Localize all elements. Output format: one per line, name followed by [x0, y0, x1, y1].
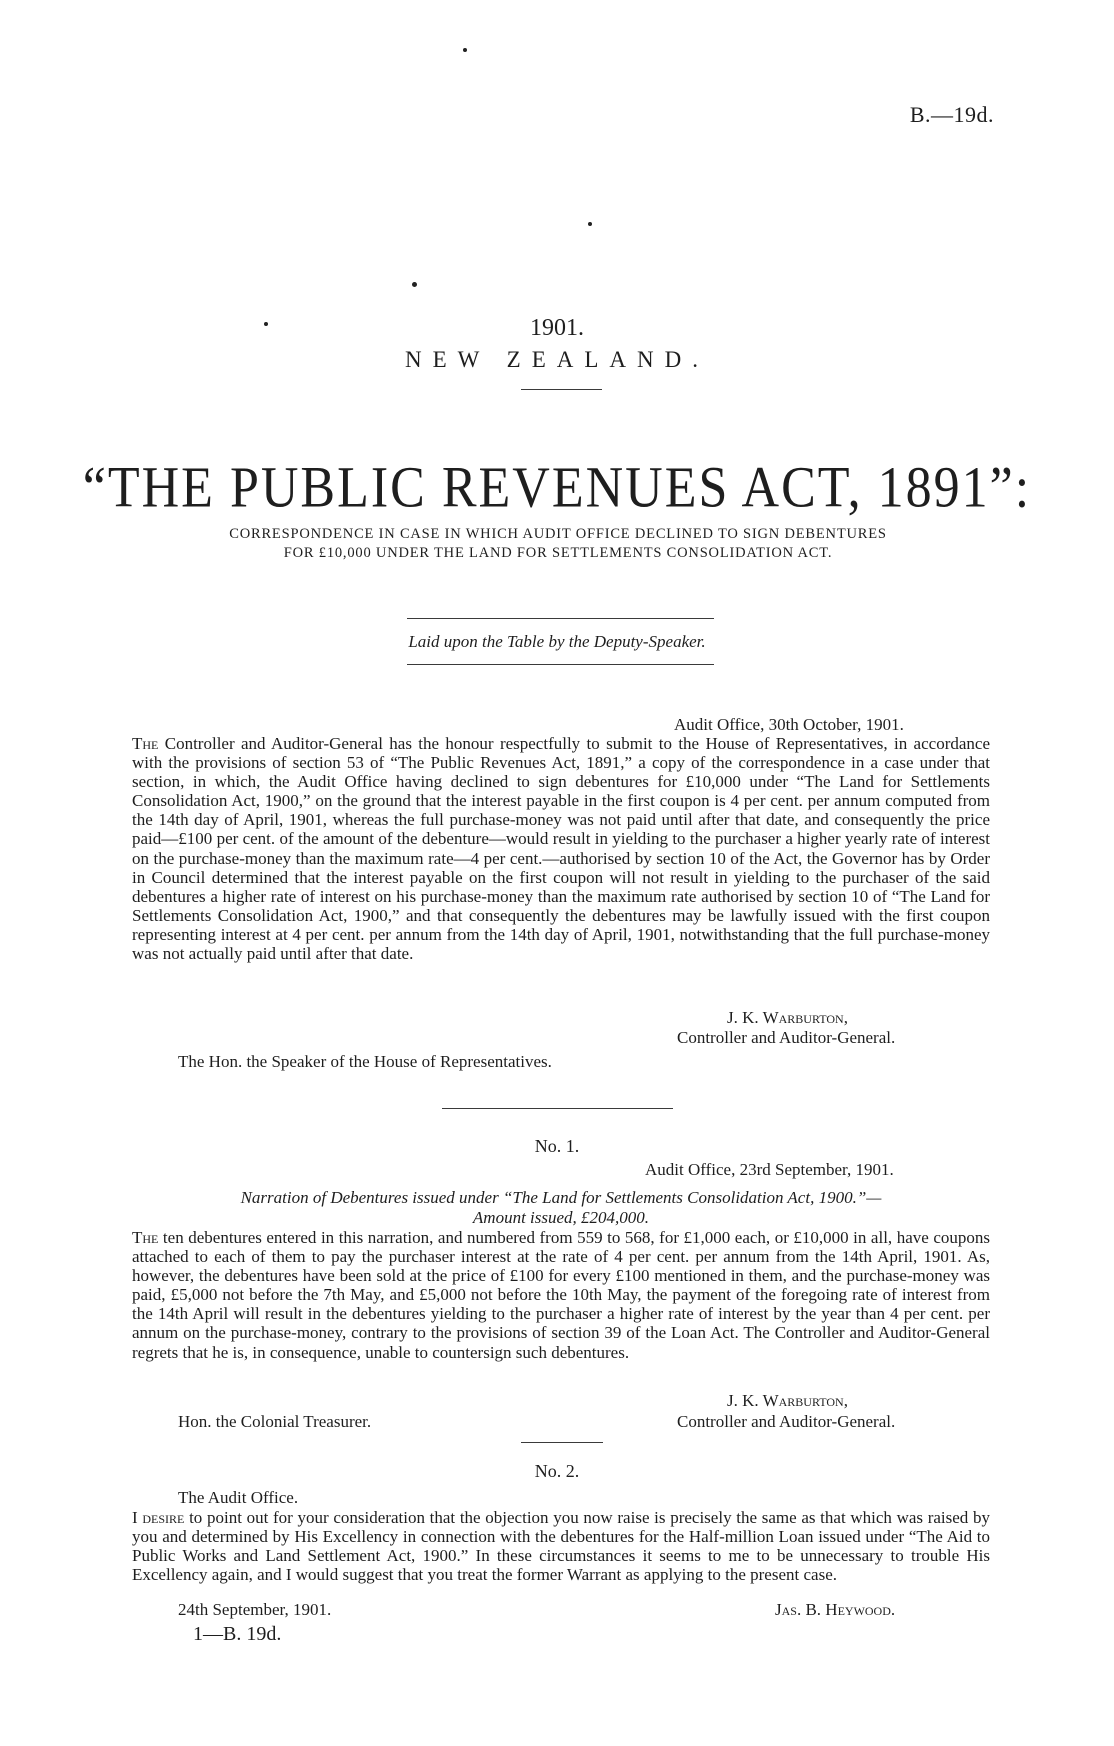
- narration-caption: [132, 1188, 990, 1228]
- print-speck: [412, 282, 417, 287]
- page-reference: B.—19d.: [909, 102, 994, 127]
- letter-body: [132, 1508, 990, 1584]
- document-year: 1901.: [530, 315, 584, 341]
- subtitle-line: CORRESPONDENCE IN CASE IN WHICH AUDIT OFFICE DECLINED TO SIGN DEBENTURES: [229, 526, 887, 542]
- narration-line: Amount issued, £204,000.: [472, 1208, 650, 1227]
- letter-place-date: Audit Office, 23rd September, 1901.: [645, 1160, 894, 1179]
- divider: [521, 1442, 603, 1443]
- section-heading: No. 2.: [534, 1461, 580, 1481]
- letter-signer: J. K. Warburton,: [727, 1008, 848, 1027]
- letter-text: to point out for your consideration that the objection you now raise is precisely the same as that which was raised by you and determined by His Excellency in connection with the debentures for the Half-million Loan issued under “The Aid to Public Works and Land Settlement Act, 1900.” In these circumstances it seems to me to be unnecessary to trouble His Excellency again, and I would suggest that you treat the former Warrant as applying to the present case.: [132, 1508, 990, 1585]
- divider: [442, 1108, 673, 1109]
- document-title: “THE PUBLIC REVENUES ACT, 1891”:: [82, 456, 1032, 520]
- letter-addressee: Hon. the Colonial Treasurer.: [178, 1412, 372, 1431]
- opening-word: The: [132, 734, 159, 753]
- letter-signer-title: Controller and Auditor-General.: [677, 1412, 896, 1431]
- print-speck: [463, 48, 467, 52]
- country-heading: NEW ZEALAND.: [404, 347, 710, 372]
- letter-body: [132, 734, 990, 963]
- letter-signer: J. K. Warburton,: [727, 1391, 848, 1410]
- letter-body: [132, 1228, 990, 1362]
- letter-text: Controller and Auditor-General has the honour respectfully to submit to the House of Representatives, in accordance with the provisions of section 53 of “The Public Revenues Act, 1891,” a copy of the correspondence in a case under that section, in which, the Audit Office having declined to sign debentures for £10,000 under “The Land for Settlements Consolidation Act, 1900,” on the ground that the interest payable in the first coupon is 4 per cent. per annum computed from the 14th day of April, 1901, whereas the full purchase-money was not paid until after that date, and consequently the price paid—£100 per cent. of the amount of the debenture—would result in yielding to the purchaser a higher yearly rate of interest on the purchase-money than the maximum rate—4 per cent.—authorised by section 10 of the Act, the Governor has by Order in Council determined that the interest payable on the first coupon will not result in yielding to the purchaser of the said debentures a higher rate of interest on his purchase-money than the maximum rate authorised by section 10 of “The Land for Settlements Consolidation Act, 1900,” and that consequently the debentures may be lawfully issued with the first coupon representing interest at 4 per cent. per annum from the 14th day of April, 1901, notwithstanding that the full purchase-money was not actually paid until after that date.: [132, 734, 990, 964]
- subtitle-line: FOR £10,000 UNDER THE LAND FOR SETTLEMENTS CONSOLIDATION ACT.: [283, 545, 833, 561]
- section-heading: No. 1.: [534, 1136, 580, 1156]
- laid-upon-table-note: Laid upon the Table by the Deputy-Speaker.: [408, 632, 706, 651]
- letter-signer: Jas. B. Heywood.: [775, 1600, 896, 1619]
- letter-signer-title: Controller and Auditor-General.: [677, 1028, 896, 1047]
- letter-salutation: The Audit Office.: [178, 1488, 299, 1507]
- letter-place-date: Audit Office, 30th October, 1901.: [674, 715, 904, 734]
- letter-date: 24th September, 1901.: [178, 1600, 332, 1619]
- letter-addressee: The Hon. the Speaker of the House of Representatives.: [178, 1052, 552, 1071]
- divider: [407, 618, 714, 619]
- sheet-reference: 1—B. 19d.: [193, 1623, 282, 1645]
- letter-text: ten debentures entered in this narration, and numbered from 559 to 568, for £1,000 each, or £10,000 in all, have coupons attached to each of them to pay the purchaser interest at the rate of 4 per cent. per annum from the 14th April, 1901. As, however, the debentures have been sold at the price of £100 for every £100 mentioned in them, and the purchase-money was paid, £5,000 not before the 7th May, and £5,000 not before the 10th May, the payment of the foregoing rate of interest from the 14th April will result in the debentures yielding to the purchaser a higher rate of interest by the year than 4 per cent. per annum on the purchase-money, contrary to the provisions of section 39 of the Loan Act. The Controller and Auditor-General regrets that he is, in consequence, unable to countersign such debentures.: [132, 1228, 990, 1362]
- opening-word: I desire: [132, 1508, 185, 1527]
- narration-line: Narration of Debentures issued under “The Land for Settlements Consolidation Act, 1900.”—: [240, 1188, 882, 1207]
- document-subtitle: [118, 525, 998, 563]
- divider: [521, 389, 602, 390]
- opening-word: The: [132, 1228, 159, 1247]
- print-speck: [588, 222, 592, 226]
- divider: [407, 664, 714, 665]
